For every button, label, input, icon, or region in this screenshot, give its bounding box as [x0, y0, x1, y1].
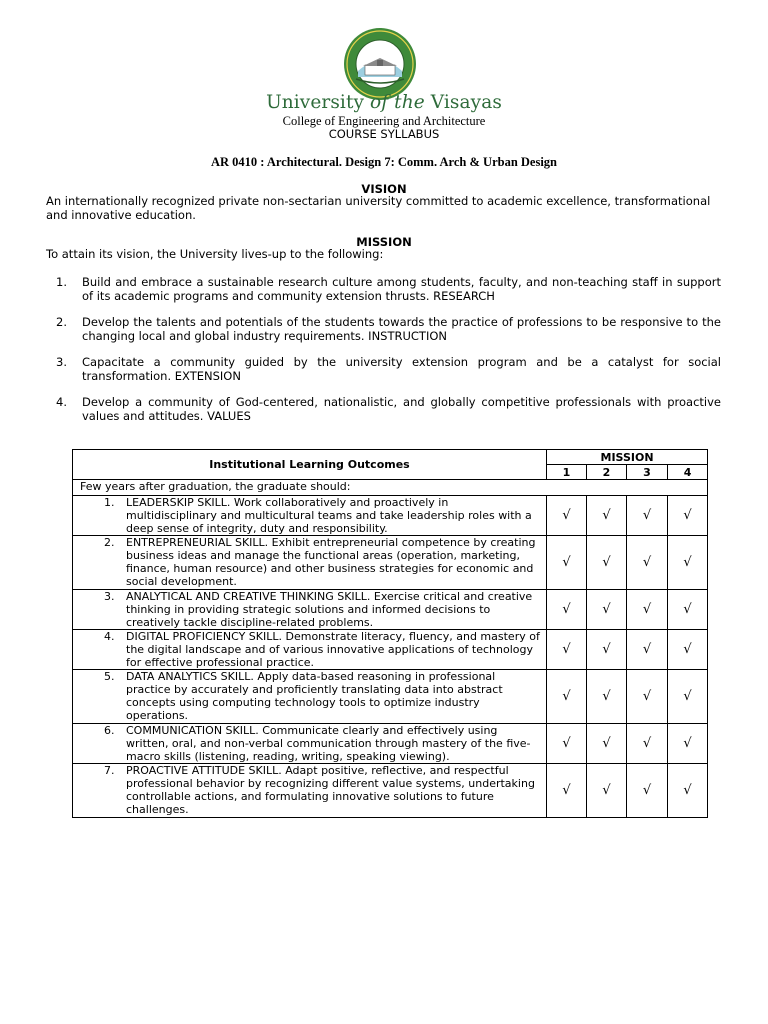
check-mark: √ — [547, 670, 587, 724]
ilo-number: 2. — [104, 536, 115, 549]
table-row — [73, 496, 708, 536]
ilo-number: 3. — [104, 590, 115, 603]
ilo-text: DIGITAL PROFICIENCY SKILL. Demonstrate literacy, fluency, and mastery of the digital landscape and of various innovative applications of technology for effective professional practice. — [126, 630, 540, 669]
check-mark: √ — [668, 590, 708, 630]
ilo-text: ENTREPRENEURIAL SKILL. Exhibit entrepreneurial competence by creating business ideas and manage the functional areas (operation, marketing, finance, human resource) and other business strategies for economic and social development. — [126, 536, 536, 588]
ilo-number: 1. — [104, 496, 115, 509]
check-mark: √ — [587, 724, 627, 764]
check-mark: √ — [587, 630, 627, 670]
university-name: University of the Visayas — [266, 92, 502, 113]
check-mark: √ — [668, 630, 708, 670]
ilo-text: COMMUNICATION SKILL. Communicate clearly and effectively using written, oral, and non-verbal communication through mastery of the five-macro skills (listening, reading, writing, speaking viewing). — [126, 724, 531, 763]
check-mark: √ — [668, 496, 708, 536]
table-row — [73, 670, 708, 724]
university-seal-logo — [343, 27, 417, 101]
ilo-cell — [73, 630, 547, 670]
check-mark: √ — [547, 724, 587, 764]
ilo-text: LEADERSKIP SKILL. Work collaboratively and proactively in multidisciplinary and multicultural teams and take leadership roles with a deep sense of integrity, duty and responsibility. — [126, 496, 532, 535]
mission-item-text: Develop the talents and potentials of the students towards the practice of professions to be responsive to the changing local and global industry requirements. INSTRUCTION — [82, 315, 721, 343]
ilo-number: 4. — [104, 630, 115, 643]
check-mark: √ — [587, 670, 627, 724]
check-mark: √ — [587, 590, 627, 630]
mission-item-number: 4. — [56, 395, 67, 409]
course-title: AR 0410 : Architectural. Design 7: Comm. Arch & Urban Design — [210, 155, 558, 169]
ilo-cell — [73, 496, 547, 536]
ilo-intro: Few years after graduation, the graduate should: — [73, 480, 708, 496]
check-mark: √ — [668, 724, 708, 764]
mission-col-header: 4 — [668, 465, 708, 480]
mission-item — [56, 395, 721, 423]
mission-col-header: 1 — [547, 465, 587, 480]
table-row — [73, 630, 708, 670]
ilo-text: DATA ANALYTICS SKILL. Apply data-based reasoning in professional practice by accurately and proficiently translating data into abstract concepts using computing technology tools to optimize industry operations. — [126, 670, 503, 722]
check-mark: √ — [587, 496, 627, 536]
check-mark: √ — [547, 496, 587, 536]
check-mark: √ — [547, 630, 587, 670]
check-mark: √ — [547, 536, 587, 590]
mission-intro: To attain its vision, the University lives-up to the following: — [46, 247, 384, 261]
ilo-cell — [73, 536, 547, 590]
ilo-text: ANALYTICAL AND CREATIVE THINKING SKILL. Exercise critical and creative thinking in providing strategic solutions and informed decisions to creatively tackle discipline-related problems. — [126, 590, 533, 629]
check-mark: √ — [627, 630, 668, 670]
ilo-number: 5. — [104, 670, 115, 683]
ilo-header: Institutional Learning Outcomes — [73, 450, 547, 480]
check-mark: √ — [668, 764, 708, 818]
mission-item-number: 1. — [56, 275, 67, 289]
check-mark: √ — [627, 670, 668, 724]
mission-item-number: 2. — [56, 315, 67, 329]
document-type: COURSE SYLLABUS — [328, 127, 440, 141]
check-mark: √ — [627, 496, 668, 536]
mission-header: MISSION — [547, 450, 708, 465]
college-name: College of Engineering and Architecture — [282, 114, 486, 128]
check-mark: √ — [627, 724, 668, 764]
vision-text: An internationally recognized private non-sectarian university committed to academic excellence, transformational and innovative education. — [46, 194, 711, 222]
check-mark: √ — [627, 764, 668, 818]
check-mark: √ — [668, 536, 708, 590]
table-row — [73, 590, 708, 630]
vision-heading: VISION — [361, 182, 407, 196]
check-mark: √ — [587, 764, 627, 818]
ilo-cell — [73, 764, 547, 818]
mission-item-text: Capacitate a community guided by the university extension program and be a catalyst for social transformation. EXTENSION — [82, 355, 721, 383]
check-mark: √ — [627, 590, 668, 630]
table-row — [73, 724, 708, 764]
ilo-cell — [73, 670, 547, 724]
mission-col-header: 2 — [587, 465, 627, 480]
ilo-number: 7. — [104, 764, 115, 777]
table-row — [73, 536, 708, 590]
check-mark: √ — [547, 590, 587, 630]
ilo-cell — [73, 724, 547, 764]
mission-item — [56, 315, 721, 343]
mission-col-header: 3 — [627, 465, 668, 480]
check-mark: √ — [668, 670, 708, 724]
ilo-cell — [73, 590, 547, 630]
check-mark: √ — [547, 764, 587, 818]
check-mark: √ — [587, 536, 627, 590]
ilo-table — [72, 449, 708, 818]
table-row — [73, 764, 708, 818]
mission-item — [56, 275, 721, 303]
mission-item-text: Build and embrace a sustainable research culture among students, faculty, and non-teaching staff in support of its academic programs and community extension thrusts. RESEARCH — [82, 275, 721, 303]
mission-heading: MISSION — [356, 235, 412, 249]
mission-item — [56, 355, 721, 383]
check-mark: √ — [627, 536, 668, 590]
mission-item-text: Develop a community of God-centered, nationalistic, and globally competitive professionals with proactive values and attitudes. VALUES — [82, 395, 721, 423]
mission-item-number: 3. — [56, 355, 67, 369]
ilo-text: PROACTIVE ATTITUDE SKILL. Adapt positive, reflective, and respectful professional behavior by recognizing different value systems, undertaking controllable actions, and formulating innovative solutions to future challenges. — [126, 764, 535, 816]
ilo-number: 6. — [104, 724, 115, 737]
